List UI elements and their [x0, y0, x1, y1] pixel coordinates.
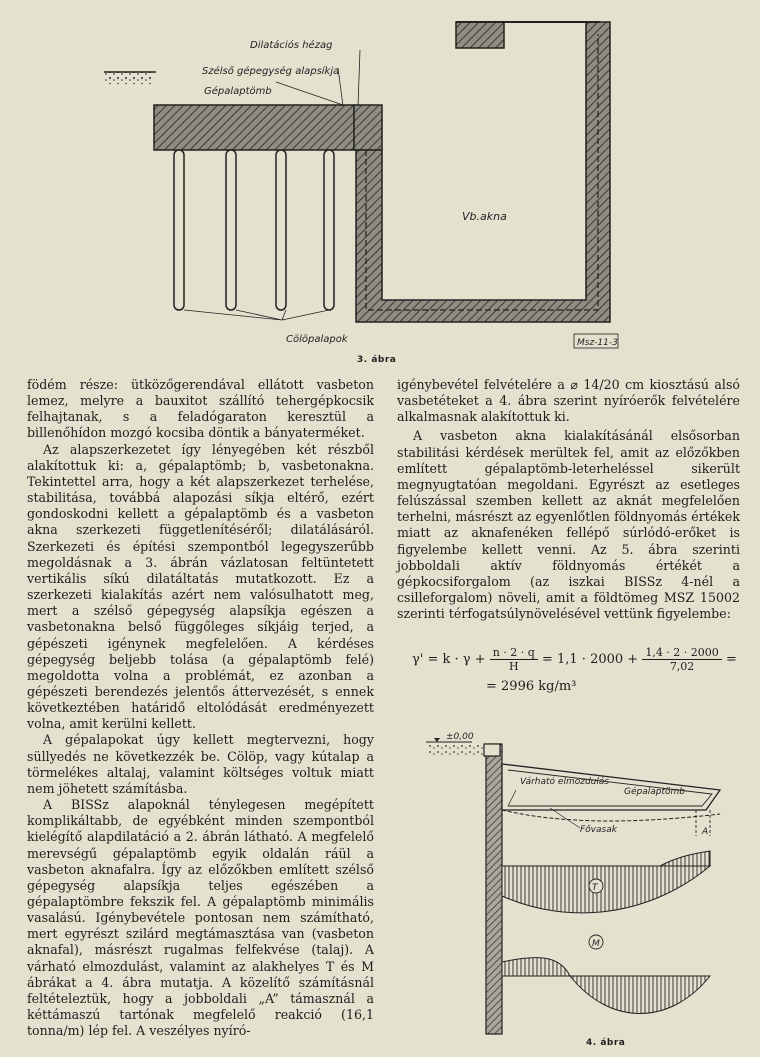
label-piles: Cölöpalapok	[286, 334, 348, 345]
label-T: T	[592, 883, 598, 893]
paragraph: A gépalapokat úgy kellett megtervezni, hogy süllyedés ne következzék be. Cölöp, vagy kútalap a törmelékes altalaj, valamint költséges voltuk miatt nem jöhetett számításba.	[27, 732, 374, 796]
paragraph: igénybevétel felvételére a ⌀ 14/20 cm kiosztású alsó vasbetéteket a 4. ábra szerint nyíróerők felvételére alkalmasnak alakítottuk ki.	[397, 377, 740, 425]
piles	[174, 150, 334, 310]
label-dilatation: Dilatációs hézag	[250, 40, 333, 51]
machine-block-shape	[154, 105, 354, 150]
ground-fill	[104, 72, 152, 84]
figure-4-drawing	[420, 726, 750, 1036]
label-main-beam: Fővasak	[580, 825, 617, 835]
label-code: Msz-11-3	[577, 338, 618, 348]
figure-3-drawing	[100, 10, 660, 355]
paragraph: födém része: ütközőgerendával ellátott vasbeton lemez, melyre a bauxitot szállító tehergépkocsik felhajtanak, s a feladógaraton keresztül a billenőhídon mozgó kocsiba döntik a bányaterméket.	[27, 377, 374, 441]
label-shaft: Vb.akna	[462, 210, 507, 223]
right-column	[397, 377, 740, 622]
shaft-wall-shape	[356, 22, 610, 322]
label-support: A	[702, 827, 709, 837]
shear-diagram	[502, 866, 710, 913]
label-machine-block: Gépalaptömb	[204, 86, 272, 97]
label-edge-plane: Szélső gépegység alapsíkja	[202, 66, 340, 77]
formula-mid: = 1,1 · 2000 +	[541, 652, 639, 667]
formula-eq: =	[725, 652, 737, 667]
formula-result: = 2996 kg/m³	[486, 679, 577, 694]
label-level: ±0,00	[446, 732, 474, 742]
formula	[412, 646, 742, 694]
figure-4	[420, 726, 750, 1036]
formula-lhs: γ' = k · γ +	[412, 652, 486, 667]
label-expected-movement: Várható elmozdulás	[520, 777, 610, 787]
formula-fraction-1: $\frac{n \cdot 2 \cdot q}{H}$	[490, 646, 538, 673]
left-column	[27, 377, 374, 1039]
moment-diagram	[502, 958, 570, 976]
paragraph: Az alapszerkezetet így lényegében két részből alakítottuk ki: a, gépalaptömb; b, vasbetonakna. Tekintettel arra, hogy a két alapszerkezet terhelése, stabilitása, továbbá alapozási síkja eltérő, ezért gondoskodni kellett a gépalaptömb és a vasbeton akna szerkezeti függetlenítéséről; dilatálásáról. Szerkezeti és építési szempontból legegyszerűbb megoldásnak a 3. ábrán vázlatosan feltüntetett vertikális síkú dilatáltatás mutatkozott. Ez a szerkezeti kialakítás azért nem valósulhatott meg, mert a szélső gépegység alapsíkja egészen a vasbetonakna belső függőleges síkjáig terjed, a gépészeti igénynek megfelelően. A kérdéses gépegység beljebb tolása (a gépalaptömb felé) megoldotta volna a problémát, ez azonban a gépészeti berendezés jelentős áttervezését, s ennek következtében határidő eltolódását eredményezett volna, amit kerülni kellett.	[27, 441, 374, 732]
label-machine-block: Gépalaptömb	[624, 787, 685, 797]
block-shape	[502, 764, 720, 810]
paragraph: A BISSz alapoknál ténylegesen megépített komplikáltabb, de egyébként minden szempontból kielégítő alapdilatáció a 2. ábrán látható. A megfelelő merevségű gépalaptömb egyik oldalán ráül a vasbeton aknafalra. Így az előzőkben említett szélső gépegység alapsíkja teljes egészében a gépalaptömbre fekszik fel. A gépalaptömb minimális vasalású. Igénybevétele pontosan nem számítható, mert egyrészt szilárd megtámasztása van (vasbeton aknafal), másrészt rugalmas felfekvése (talaj). A várható elmozdulást, valamint az alakhelyes T és M ábrákat a 4. ábra mutatja. A közelítő számításnál feltételeztük, hogy a jobboldali „A” támasznál a kéttámaszú tartónak megfelelő reakció (16,1 tonna/m) lép fel. A veszélyes nyíró-	[27, 797, 374, 1039]
label-M: M	[592, 939, 600, 949]
formula-fraction-2: $\frac{1,4 \cdot 2 \cdot 2000}{7,02}$	[642, 646, 721, 673]
figure-3	[100, 10, 660, 355]
figure-3-caption: 3. ábra	[357, 355, 397, 365]
figure-4-caption: 4. ábra	[586, 1038, 626, 1048]
wall-shape	[486, 744, 502, 1034]
paragraph: A vasbeton akna kialakításánál elsősorban stabilitási kérdések merültek fel, amit az előzőkben említett gépalaptömb-leterheléssel sikerült megnyugtatóan megoldani. Egyrészt az esetleges felúszással szemben kellett az aknát megfelelően terhelni, másrészt az egyenlőtlen földnyomás értékek miatt az aknafenéken fellépő súrlódó-erőket is figyelembe kellett venni. Az 5. ábra szerinti jobboldali aktív földnyomás értékét a gépkocsiforgalom (az iszkai BISSz 4-nél a csilleforgalom) növeli, amit a földtömeg MSZ 15002 szerinti térfogatsúlynövelésével vettünk figyelembe:	[397, 428, 740, 622]
